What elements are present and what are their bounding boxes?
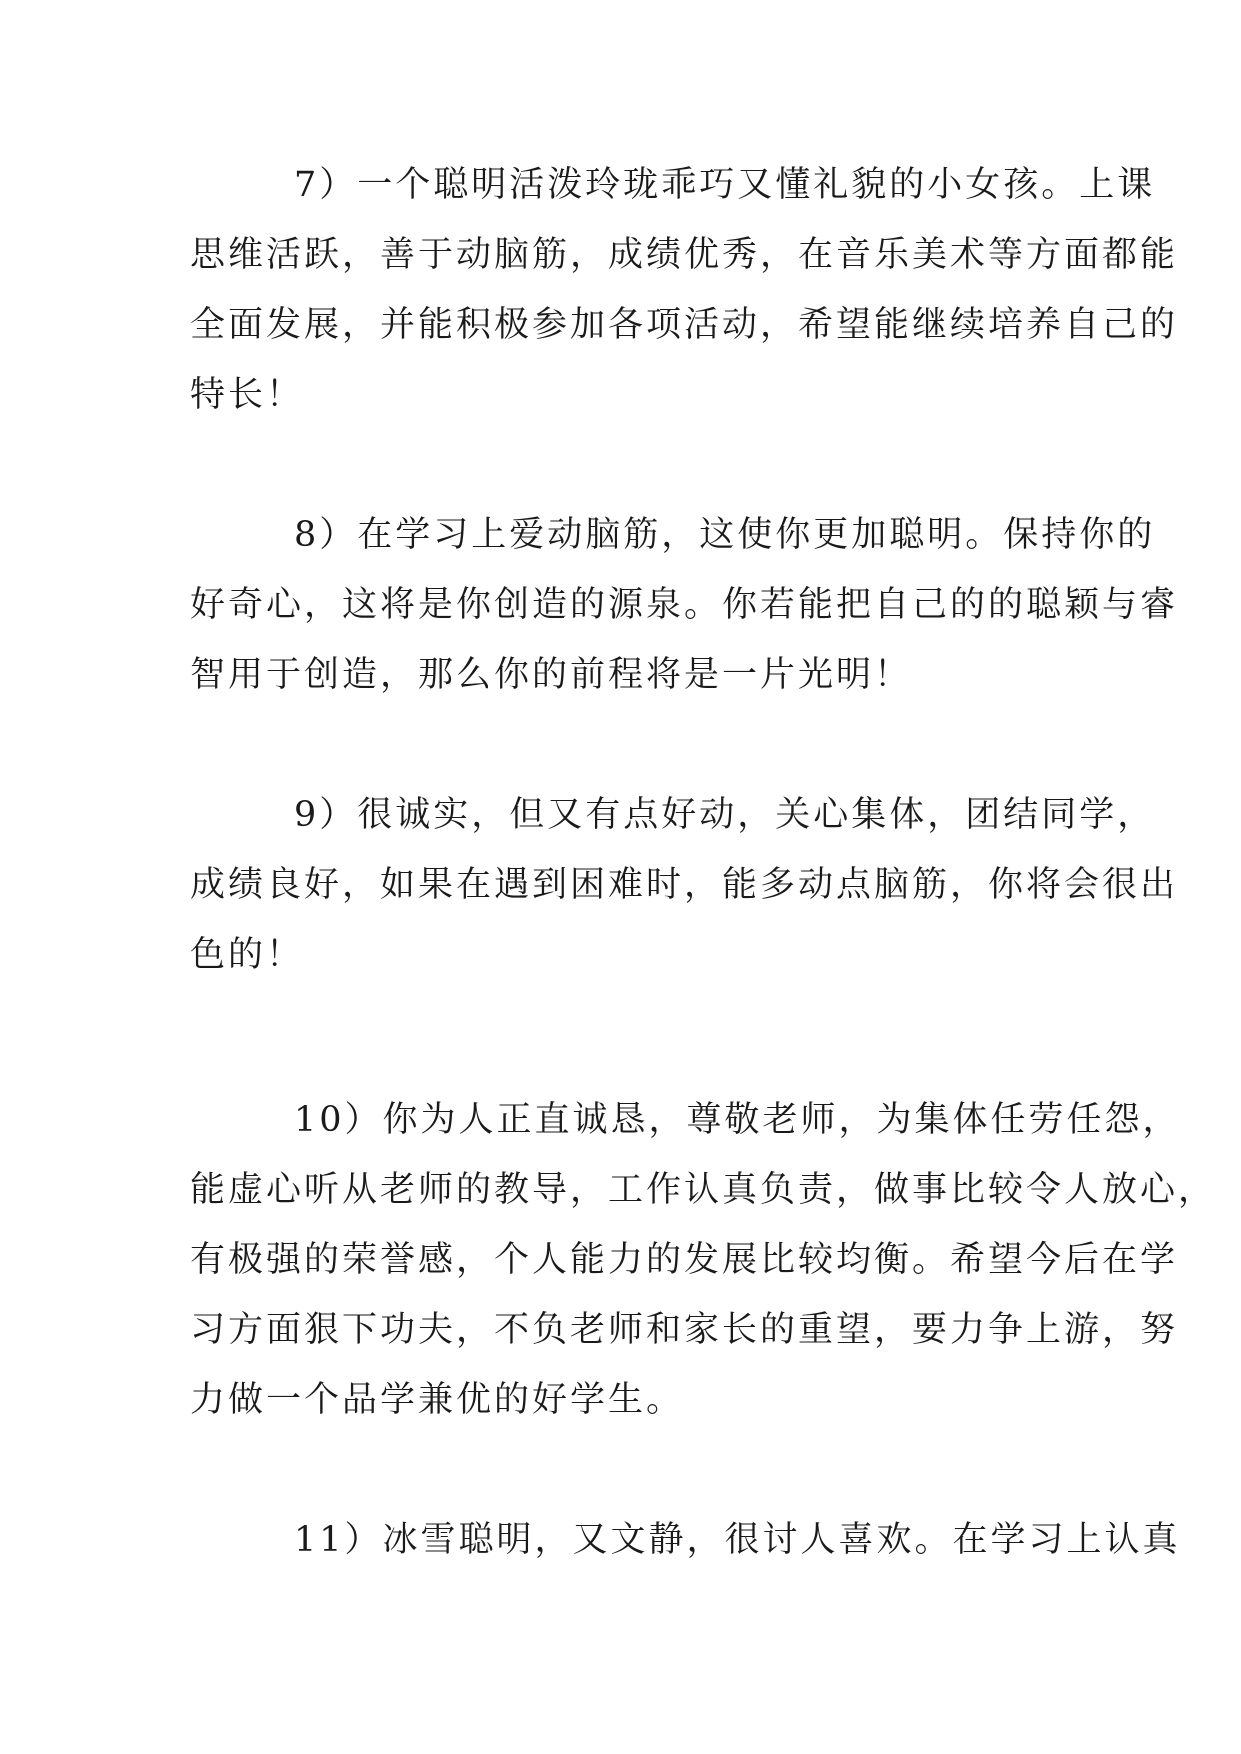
comment-paragraph-9 <box>190 780 1179 990</box>
paragraph-line: 力做一个品学兼优的好学生。 <box>190 1380 685 1420</box>
paragraph-line: 全面发展，并能积极参加各项活动，希望能继续培养自己的 <box>190 305 1179 345</box>
comment-paragraph-11 <box>190 1505 1181 1575</box>
paragraph-line: 11）冰雪聪明，又文静，很讨人喜欢。在学习上认真 <box>294 1520 1181 1560</box>
paragraph-line: 9）很诚实，但又有点好动，关心集体，团结同学， <box>294 795 1156 835</box>
comment-paragraph-7 <box>190 150 1179 430</box>
paragraph-line: 7）一个聪明活泼玲珑乖巧又懂礼貌的小女孩。上课 <box>294 165 1156 205</box>
paragraph-line: 能虚心听从老师的教导，工作认真负责，做事比较令人放心， <box>190 1170 1217 1210</box>
paragraph-line: 10）你为人正直诚恳，尊敬老师，为集体任劳任怨， <box>294 1100 1181 1140</box>
paragraph-line: 8）在学习上爱动脑筋，这使你更加聪明。保持你的 <box>294 515 1156 555</box>
paragraph-line: 有极强的荣誉感，个人能力的发展比较均衡。希望今后在学 <box>190 1240 1179 1280</box>
paragraph-line: 色的！ <box>190 935 305 975</box>
paragraph-line: 智用于创造，那么你的前程将是一片光明！ <box>190 655 913 695</box>
paragraph-line: 思维活跃，善于动脑筋，成绩优秀，在音乐美术等方面都能 <box>190 235 1179 275</box>
paragraph-line: 习方面狠下功夫，不负老师和家长的重望，要力争上游，努 <box>190 1310 1179 1350</box>
comment-paragraph-8 <box>190 500 1179 710</box>
paragraph-line: 特长！ <box>190 375 305 415</box>
paragraph-line: 成绩良好，如果在遇到困难时，能多动点脑筋，你将会很出 <box>190 865 1179 905</box>
comment-paragraph-10 <box>190 1085 1217 1435</box>
paragraph-line: 好奇心，这将是你创造的源泉。你若能把自己的的聪颖与睿 <box>190 585 1179 625</box>
